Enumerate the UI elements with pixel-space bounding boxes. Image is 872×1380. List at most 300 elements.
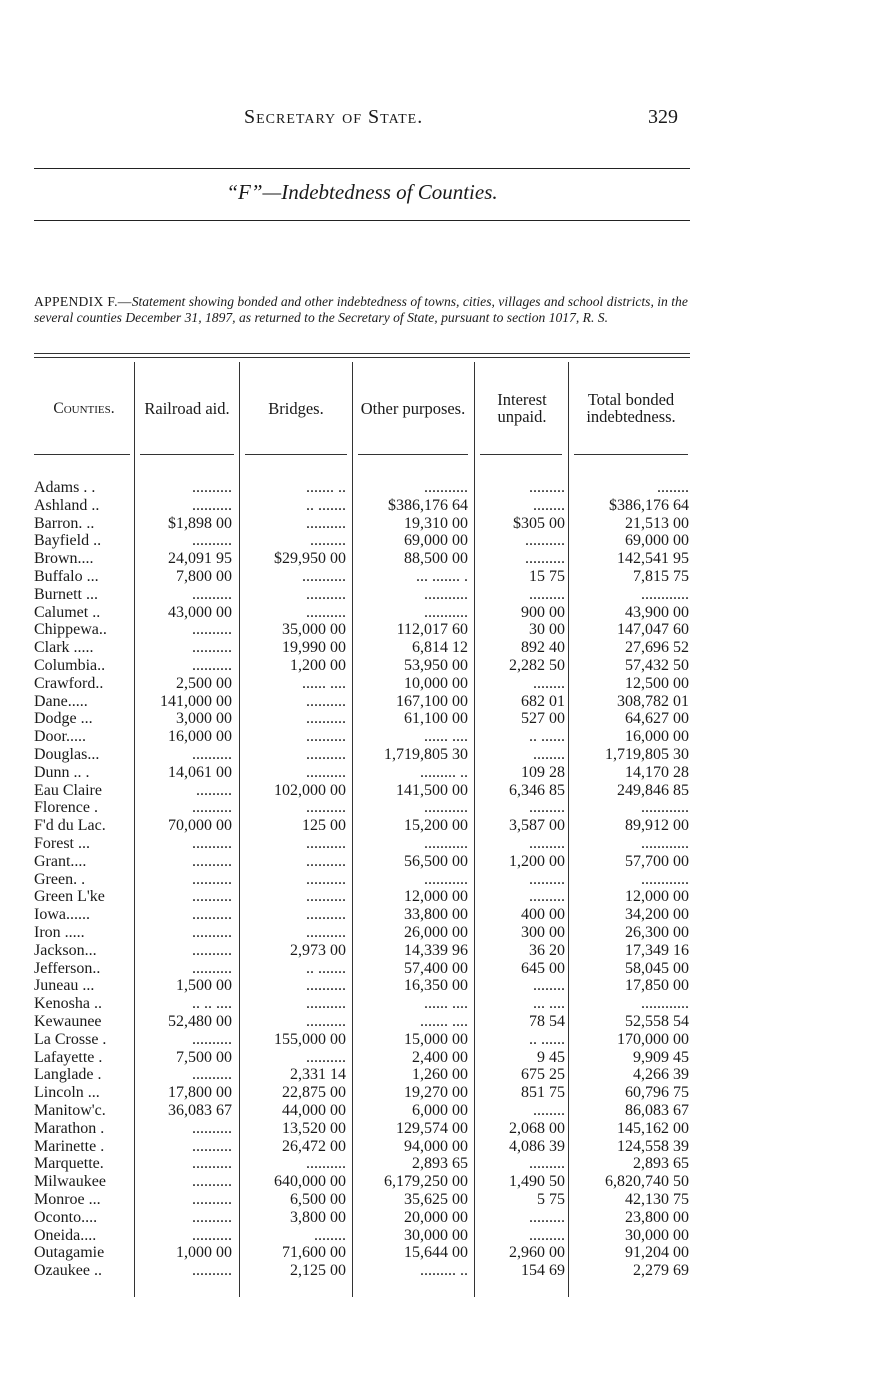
county-cell: Langlade .	[34, 1066, 102, 1084]
total-bonded-cell: 89,912 00	[625, 817, 689, 835]
other-purposes-cell: 2,893 65	[412, 1155, 468, 1173]
county-cell: Jackson...	[34, 941, 97, 959]
total-bonded-cell: 147,047 60	[617, 621, 689, 639]
railroad-aid-cell: ..........	[192, 888, 232, 906]
table-row	[34, 1102, 690, 1120]
county-cell: Ashland ..	[34, 496, 100, 514]
total-bonded-cell: 142,541 95	[617, 550, 689, 568]
other-purposes-cell: ... ....... .	[416, 568, 468, 585]
interest-unpaid-cell: .........	[529, 870, 565, 888]
section-title: “F”—Indebtedness of Counties.	[226, 180, 498, 204]
other-purposes-cell: 19,310 00	[404, 514, 468, 532]
total-bonded-cell: 7,815 75	[633, 568, 689, 585]
table-row	[34, 621, 690, 639]
table-row	[34, 906, 690, 924]
bridges-cell: ..........	[306, 995, 346, 1013]
county-cell: Marinette .	[34, 1137, 105, 1155]
bridges-cell: ..........	[306, 835, 346, 852]
interest-unpaid-cell: ........	[533, 496, 565, 514]
other-purposes-cell: 15,644 00	[404, 1244, 468, 1262]
railroad-aid-cell: 1,000 00	[176, 1244, 232, 1262]
railroad-aid-cell: 16,000 00	[168, 728, 232, 746]
caption-text: Statement showing bonded and other indebtedness of towns, cities, villages and school districts, in the several counties December 31, 1897, as returned to the Secretary of State, pursuant to section 1017, R. S.	[34, 294, 688, 325]
county-cell: Bayfield ..	[34, 532, 102, 550]
other-purposes-cell: 15,200 00	[404, 817, 468, 835]
table-row	[34, 532, 690, 550]
bridges-cell: ..........	[306, 870, 346, 888]
railroad-aid-cell: 14,061 00	[168, 763, 232, 781]
bridges-cell: 19,990 00	[282, 639, 346, 657]
other-purposes-cell: ....... ....	[420, 1013, 468, 1030]
total-bonded-cell: 21,513 00	[625, 514, 689, 532]
total-bonded-cell: 124,558 39	[617, 1137, 689, 1155]
county-cell: Barron. ..	[34, 514, 95, 532]
railroad-aid-cell: 17,800 00	[168, 1084, 232, 1102]
table-row	[34, 657, 690, 675]
bridges-cell: ..........	[306, 799, 346, 817]
county-cell: Jefferson..	[34, 959, 101, 977]
bridges-cell: ........	[314, 1226, 346, 1244]
interest-unpaid-cell: .........	[529, 835, 565, 852]
other-purposes-cell: 10,000 00	[404, 674, 468, 692]
total-bonded-cell: 249,846 85	[617, 781, 689, 799]
other-purposes-cell: 19,270 00	[404, 1084, 468, 1102]
railroad-aid-cell: ..........	[192, 852, 232, 870]
table-row	[34, 710, 690, 728]
bridges-cell: ..........	[306, 710, 346, 728]
total-bonded-cell: 58,045 00	[625, 959, 689, 977]
railroad-aid-cell: ..........	[192, 870, 232, 888]
bridges-cell: ....... ..	[306, 479, 346, 496]
interest-unpaid-cell: 682 01	[521, 692, 565, 710]
total-bonded-cell: ............	[641, 870, 689, 888]
interest-unpaid-cell: .........	[529, 479, 565, 496]
county-cell: Juneau ...	[34, 977, 95, 995]
county-cell: Door.....	[34, 728, 86, 746]
interest-unpaid-cell: ........	[533, 1102, 565, 1119]
header-bridges: Bridges.	[268, 398, 324, 418]
interest-unpaid-cell: 2,282 50	[509, 657, 565, 674]
total-bonded-cell: 6,820,740 50	[605, 1173, 689, 1191]
other-purposes-cell: 88,500 00	[404, 550, 468, 568]
county-cell: Dodge ...	[34, 710, 93, 728]
railroad-aid-cell: 43,000 00	[168, 603, 232, 621]
total-bonded-cell: ............	[641, 995, 689, 1013]
county-cell: Marathon .	[34, 1119, 105, 1137]
interest-unpaid-cell: 1,200 00	[509, 852, 565, 870]
county-cell: Burnett ...	[34, 585, 98, 603]
total-bonded-cell: ............	[641, 835, 689, 852]
railroad-aid-cell: ..........	[192, 1155, 232, 1173]
interest-unpaid-cell: ..........	[525, 550, 565, 568]
railroad-aid-cell: 141,000 00	[160, 692, 232, 710]
bridges-cell: 2,331 14	[290, 1066, 346, 1084]
bridges-cell: 71,600 00	[282, 1244, 346, 1262]
bridges-cell: 155,000 00	[274, 1030, 346, 1048]
total-bonded-cell: 2,279 69	[633, 1262, 689, 1280]
interest-unpaid-cell: .........	[529, 1208, 565, 1226]
appendix-caption	[34, 294, 690, 325]
total-bonded-cell: 57,700 00	[625, 852, 689, 870]
railroad-aid-cell: ..........	[192, 1262, 232, 1280]
bridges-cell: ..........	[306, 1048, 346, 1066]
table-row	[34, 479, 690, 497]
bridges-cell: 44,000 00	[282, 1102, 346, 1119]
other-purposes-cell: ...........	[424, 585, 468, 603]
railroad-aid-cell: ..........	[192, 746, 232, 763]
county-cell: Forest ...	[34, 835, 90, 852]
table-row	[34, 799, 690, 817]
table-row	[34, 782, 690, 800]
table-row	[34, 1031, 690, 1049]
total-bonded-cell: 12,000 00	[625, 888, 689, 906]
table-row	[34, 497, 690, 515]
bridges-cell: ..........	[306, 603, 346, 621]
table-row	[34, 568, 690, 586]
railroad-aid-cell: ..........	[192, 799, 232, 817]
county-cell: Douglas...	[34, 746, 100, 763]
county-cell: Kenosha ..	[34, 995, 102, 1013]
bridges-cell: ..........	[306, 1155, 346, 1173]
total-bonded-cell: 17,349 16	[625, 941, 689, 959]
railroad-aid-cell: $1,898 00	[168, 514, 232, 532]
railroad-aid-cell: ..........	[192, 1137, 232, 1155]
county-cell: Ozaukee ..	[34, 1262, 102, 1280]
interest-unpaid-cell: 645 00	[521, 959, 565, 977]
county-cell: Adams . .	[34, 479, 96, 496]
other-purposes-cell: 2,400 00	[412, 1048, 468, 1066]
other-purposes-cell: ...........	[424, 479, 468, 496]
table-row	[34, 1155, 690, 1173]
interest-unpaid-cell: 6,346 85	[509, 781, 565, 799]
bridges-cell: ...........	[302, 568, 346, 585]
railroad-aid-cell: 3,000 00	[176, 710, 232, 728]
total-bonded-cell: 17,850 00	[625, 977, 689, 995]
caption-label: APPENDIX F.—	[34, 294, 132, 309]
table-row	[34, 888, 690, 906]
county-cell: Buffalo ...	[34, 568, 99, 585]
total-bonded-cell: 43,900 00	[625, 603, 689, 621]
table-row	[34, 550, 690, 568]
bridges-cell: 640,000 00	[274, 1173, 346, 1191]
county-cell: Monroe ...	[34, 1191, 101, 1208]
interest-unpaid-cell: 15 75	[529, 568, 565, 585]
table-row	[34, 746, 690, 764]
total-bonded-cell: 69,000 00	[625, 532, 689, 550]
table-row	[34, 604, 690, 622]
bridges-cell: 6,500 00	[290, 1191, 346, 1208]
other-purposes-cell: 53,950 00	[404, 657, 468, 674]
table-row	[34, 693, 690, 711]
header-underline	[140, 454, 234, 455]
table-row	[34, 515, 690, 533]
table-row	[34, 1084, 690, 1102]
railroad-aid-cell: ..........	[192, 1208, 232, 1226]
other-purposes-cell: 12,000 00	[404, 888, 468, 906]
other-purposes-cell: 69,000 00	[404, 532, 468, 550]
total-bonded-cell: 26,300 00	[625, 924, 689, 941]
header-counties: Counties.	[53, 399, 115, 417]
table-row	[34, 1013, 690, 1031]
interest-unpaid-cell: 527 00	[521, 710, 565, 728]
other-purposes-cell: 6,179,250 00	[384, 1173, 468, 1191]
other-purposes-cell: 33,800 00	[404, 906, 468, 924]
other-purposes-cell: ...........	[424, 870, 468, 888]
county-cell: Oneida....	[34, 1226, 97, 1244]
other-purposes-cell: ...........	[424, 603, 468, 621]
bridges-cell: 22,875 00	[282, 1084, 346, 1102]
bridges-cell: 3,800 00	[290, 1208, 346, 1226]
table-row	[34, 942, 690, 960]
interest-unpaid-cell: 2,068 00	[509, 1119, 565, 1137]
bridges-cell: .. .......	[306, 496, 346, 514]
interest-unpaid-cell: ... ....	[533, 995, 565, 1013]
other-purposes-cell: ...........	[424, 799, 468, 817]
header-underline	[574, 454, 688, 455]
table-row	[34, 1244, 690, 1262]
other-purposes-cell: 16,350 00	[404, 977, 468, 995]
total-bonded-cell: 308,782 01	[617, 692, 689, 710]
table-row	[34, 1138, 690, 1156]
county-cell: Calumet ..	[34, 603, 101, 621]
total-bonded-cell: 14,170 28	[625, 763, 689, 781]
other-purposes-cell: ...... ....	[424, 728, 468, 746]
other-purposes-cell: 94,000 00	[404, 1137, 468, 1155]
interest-unpaid-cell: 30 00	[529, 621, 565, 639]
interest-unpaid-cell: 675 25	[521, 1066, 565, 1084]
interest-unpaid-cell: 3,587 00	[509, 817, 565, 835]
interest-unpaid-cell: .........	[529, 1155, 565, 1173]
total-bonded-cell: 1,719,805 30	[605, 746, 689, 763]
county-cell: Florence .	[34, 799, 98, 817]
bridges-cell: ..........	[306, 746, 346, 763]
railroad-aid-cell: ..........	[192, 1173, 232, 1191]
total-bonded-cell: 30,000 00	[625, 1226, 689, 1244]
county-cell: Clark .....	[34, 639, 94, 657]
other-purposes-cell: ......... ..	[420, 763, 468, 781]
county-cell: Kewaunee	[34, 1013, 102, 1030]
railroad-aid-cell: ..........	[192, 924, 232, 941]
other-purposes-cell: 20,000 00	[404, 1208, 468, 1226]
table-row	[34, 1209, 690, 1227]
table-row	[34, 995, 690, 1013]
bridges-cell: 2,125 00	[290, 1262, 346, 1280]
county-cell: Oconto....	[34, 1208, 98, 1226]
header-interest-unpaid: Interest unpaid.	[497, 390, 547, 426]
interest-unpaid-cell: 851 75	[521, 1084, 565, 1102]
table-row	[34, 1262, 690, 1280]
interest-unpaid-cell: ........	[533, 977, 565, 995]
total-bonded-cell: 23,800 00	[625, 1208, 689, 1226]
other-purposes-cell: 129,574 00	[396, 1119, 468, 1137]
county-cell: Columbia..	[34, 657, 106, 674]
county-cell: Lincoln ...	[34, 1084, 100, 1102]
total-bonded-cell: ............	[641, 585, 689, 603]
county-cell: Iowa......	[34, 906, 90, 924]
total-bonded-cell: ........	[657, 479, 689, 496]
county-cell: F'd du Lac.	[34, 817, 106, 835]
total-bonded-cell: 91,204 00	[625, 1244, 689, 1262]
interest-unpaid-cell: ..........	[525, 532, 565, 550]
interest-unpaid-cell: 900 00	[521, 603, 565, 621]
table-row	[34, 1066, 690, 1084]
railroad-aid-cell: ..........	[192, 479, 232, 496]
other-purposes-cell: 56,500 00	[404, 852, 468, 870]
county-cell: Green. .	[34, 870, 86, 888]
title-rule-bottom	[34, 220, 690, 221]
total-bonded-cell: 34,200 00	[625, 906, 689, 924]
county-cell: Green L'ke	[34, 888, 105, 906]
bridges-cell: 2,973 00	[290, 941, 346, 959]
total-bonded-cell: 2,893 65	[633, 1155, 689, 1173]
title-rule-top	[34, 168, 690, 169]
total-bonded-cell: 4,266 39	[633, 1066, 689, 1084]
bridges-cell: ..........	[306, 585, 346, 603]
table-row	[34, 728, 690, 746]
interest-unpaid-cell: 78 54	[529, 1013, 565, 1030]
other-purposes-cell: 1,719,805 30	[384, 746, 468, 763]
bridges-cell: ..........	[306, 888, 346, 906]
county-cell: Outagamie	[34, 1244, 105, 1262]
other-purposes-cell: 141,500 00	[396, 781, 468, 799]
railroad-aid-cell: 24,091 95	[168, 550, 232, 568]
table-row	[34, 675, 690, 693]
railroad-aid-cell: .........	[196, 781, 232, 799]
railroad-aid-cell: ..........	[192, 532, 232, 550]
interest-unpaid-cell: .........	[529, 888, 565, 906]
bridges-cell: ..........	[306, 1013, 346, 1030]
other-purposes-cell: 57,400 00	[404, 959, 468, 977]
railroad-aid-cell: ..........	[192, 621, 232, 639]
bridges-cell: ..........	[306, 852, 346, 870]
railroad-aid-cell: ..........	[192, 941, 232, 959]
interest-unpaid-cell: $305 00	[513, 514, 565, 532]
county-cell: Manitow'c.	[34, 1102, 106, 1119]
other-purposes-cell: 1,260 00	[412, 1066, 468, 1084]
county-cell: Dunn .. .	[34, 763, 90, 781]
table-row	[34, 924, 690, 942]
table-row	[34, 817, 690, 835]
other-purposes-cell: $386,176 64	[388, 496, 468, 514]
county-cell: Iron .....	[34, 924, 85, 941]
bridges-cell: ...... ....	[302, 674, 346, 692]
county-cell: Milwaukee	[34, 1173, 106, 1191]
total-bonded-cell: 60,796 75	[625, 1084, 689, 1102]
other-purposes-cell: 35,625 00	[404, 1191, 468, 1208]
railroad-aid-cell: 7,800 00	[176, 568, 232, 585]
other-purposes-cell: 6,814 12	[412, 639, 468, 657]
bridges-cell: 125 00	[302, 817, 346, 835]
other-purposes-cell: ...... ....	[424, 995, 468, 1013]
other-purposes-cell: 6,000 00	[412, 1102, 468, 1119]
railroad-aid-cell: ..........	[192, 959, 232, 977]
header-underline	[34, 454, 130, 455]
other-purposes-cell: ...........	[424, 835, 468, 852]
header-underline	[358, 454, 468, 455]
table-row	[34, 853, 690, 871]
table-row	[34, 1173, 690, 1191]
other-purposes-cell: 30,000 00	[404, 1226, 468, 1244]
total-bonded-cell: ............	[641, 799, 689, 817]
bridges-cell: ..........	[306, 728, 346, 746]
interest-unpaid-cell: .........	[529, 1226, 565, 1244]
bridges-cell: 26,472 00	[282, 1137, 346, 1155]
total-bonded-cell: 16,000 00	[625, 728, 689, 746]
interest-unpaid-cell: .........	[529, 585, 565, 603]
railroad-aid-cell: ..........	[192, 585, 232, 603]
county-cell: La Crosse .	[34, 1030, 107, 1048]
railroad-aid-cell: ..........	[192, 835, 232, 852]
header-total-bonded: Total bonded indebtedness.	[586, 390, 676, 426]
page-number: 329	[648, 106, 678, 128]
total-bonded-cell: 42,130 75	[625, 1191, 689, 1208]
interest-unpaid-cell: ........	[533, 674, 565, 692]
railroad-aid-cell: ..........	[192, 1066, 232, 1084]
railroad-aid-cell: ..........	[192, 496, 232, 514]
total-bonded-cell: 9,909 45	[633, 1048, 689, 1066]
county-cell: Dane.....	[34, 692, 88, 710]
bridges-cell: .........	[310, 532, 346, 550]
total-bonded-cell: 145,162 00	[617, 1119, 689, 1137]
total-bonded-cell: 27,696 52	[625, 639, 689, 657]
other-purposes-cell: ......... ..	[420, 1262, 468, 1280]
total-bonded-cell: 64,627 00	[625, 710, 689, 728]
interest-unpaid-cell: 400 00	[521, 906, 565, 924]
interest-unpaid-cell: 892 40	[521, 639, 565, 657]
table-row	[34, 1227, 690, 1245]
interest-unpaid-cell: 300 00	[521, 924, 565, 941]
other-purposes-cell: 14,339 96	[404, 941, 468, 959]
table-top-rule	[34, 353, 690, 358]
bridges-cell: ..........	[306, 906, 346, 924]
county-cell: Marquette.	[34, 1155, 104, 1173]
bridges-cell: 1,200 00	[290, 657, 346, 674]
county-cell: Grant....	[34, 852, 87, 870]
table-row	[34, 639, 690, 657]
interest-unpaid-cell: ........	[533, 746, 565, 763]
header-other-purposes: Other purposes.	[360, 398, 466, 418]
interest-unpaid-cell: .........	[529, 799, 565, 817]
railroad-aid-cell: ..........	[192, 1191, 232, 1208]
bridges-cell: $29,950 00	[274, 550, 346, 568]
interest-unpaid-cell: 4,086 39	[509, 1137, 565, 1155]
table-row	[34, 764, 690, 782]
railroad-aid-cell: ..........	[192, 1226, 232, 1244]
bridges-cell: 13,520 00	[282, 1119, 346, 1137]
table-row	[34, 977, 690, 995]
county-cell: Eau Claire	[34, 781, 102, 799]
railroad-aid-cell: 36,083 67	[168, 1102, 232, 1119]
table-row	[34, 960, 690, 978]
interest-unpaid-cell: 5 75	[537, 1191, 565, 1208]
railroad-aid-cell: ..........	[192, 657, 232, 674]
bridges-cell: ..........	[306, 924, 346, 941]
county-cell: Chippewa..	[34, 621, 107, 639]
interest-unpaid-cell: 1,490 50	[509, 1173, 565, 1191]
interest-unpaid-cell: .. ......	[529, 1030, 565, 1048]
railroad-aid-cell: ..........	[192, 1030, 232, 1048]
total-bonded-cell: 170,000 00	[617, 1030, 689, 1048]
total-bonded-cell: $386,176 64	[609, 496, 689, 514]
bridges-cell: 35,000 00	[282, 621, 346, 639]
table-row	[34, 586, 690, 604]
county-cell: Brown....	[34, 550, 94, 568]
railroad-aid-cell: .. .. ....	[192, 995, 232, 1013]
table-row	[34, 835, 690, 853]
total-bonded-cell: 57,432 50	[625, 657, 689, 674]
bridges-cell: .. .......	[306, 959, 346, 977]
total-bonded-cell: 86,083 67	[625, 1102, 689, 1119]
